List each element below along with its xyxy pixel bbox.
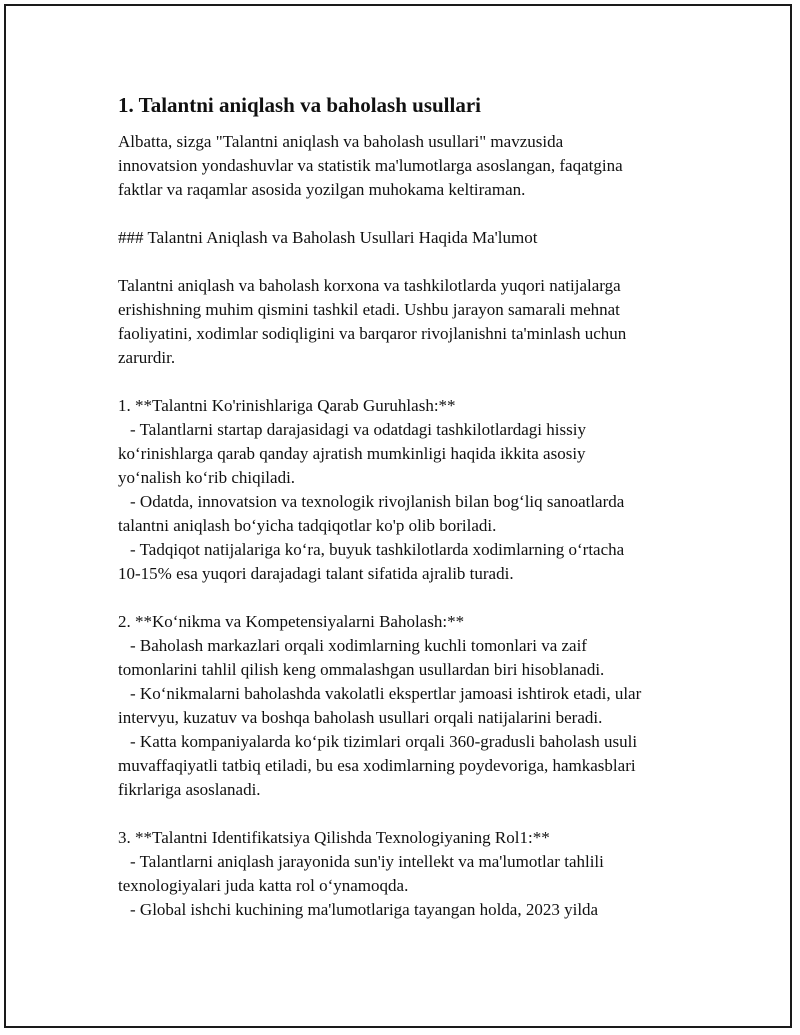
- list-item: [118, 418, 708, 490]
- bullet-text: - Ko‘nikmalarni baholashda vakolatli ekspertlar jamoasi ishtirok etadi, ular intervyu, kuzatuv va boshqa baholash usullari orqali natijalarini beradi.: [118, 684, 642, 727]
- subheading: ### Talantni Aniqlash va Baholash Usullari Haqida Ma'lumot: [118, 228, 538, 247]
- bullet-text: - Talantlarni aniqlash jarayonida sun'iy intellekt va ma'lumotlar tahlili texnologiyalari juda katta rol o‘ynamoqda.: [118, 852, 604, 895]
- list-item: [118, 538, 708, 586]
- document-body: [118, 92, 708, 946]
- bullet-text: - Talantlarni startap darajasidagi va odatdagi tashkilotlardagi hissiy ko‘rinishlarga qarab qanday ajratish mumkinligi haqida ikkita asosiy yo‘nalish ko‘rib chiqiladi.: [118, 420, 586, 487]
- list-item: [118, 730, 708, 802]
- bullet-text: - Tadqiqot natijalariga ko‘ra, buyuk tashkilotlarda xodimlarning o‘rtacha 10-15% esa yuqori darajadagi talant sifatida ajralib turadi.: [118, 540, 625, 583]
- bullet-text: - Baholash markazlari orqali xodimlarning kuchli tomonlari va zaif tomonlarini tahlil qilish keng ommalashgan usullardan biri hisoblanadi.: [118, 636, 605, 679]
- section-heading: 1. **Talantni Ko'rinishlariga Qarab Guruhlash:**: [118, 396, 456, 415]
- list-item: [118, 634, 708, 682]
- overview-paragraph: Talantni aniqlash va baholash korxona va tashkilotlarda yuqori natijalarga erishishning muhim qismini tashkil etadi. Ushbu jarayon samarali mehnat faoliyatini, xodimlar sodiqligini va barqaror rivojlanishni ta'minlash uchun zarurdir.: [118, 276, 627, 367]
- document-title: 1. Talantni aniqlash va baholash usullari: [118, 93, 481, 117]
- section-heading: 2. **Ko‘nikma va Kompetensiyalarni Baholash:**: [118, 612, 465, 631]
- section-1: [118, 394, 708, 586]
- bullet-text: - Odatda, innovatsion va texnologik rivojlanish bilan bog‘liq sanoatlarda talantni aniqlash bo‘yicha tadqiqotlar ko'p olib boriladi.: [118, 492, 625, 535]
- section-2: [118, 610, 708, 802]
- section-heading: 3. **Talantni Identifikatsiya Qilishda Texnologiyaning Rol1:**: [118, 828, 550, 847]
- bullet-text: - Katta kompaniyalarda ko‘pik tizimlari orqali 360-gradusli baholash usuli muvaffaqiyatli tatbiq etiladi, bu esa xodimlarning poydevoriga, hamkasblari fikrlariga asoslanadi.: [118, 732, 638, 799]
- bullet-text: - Global ishchi kuchining ma'lumotlariga tayangan holda, 2023 yilda: [130, 900, 599, 919]
- list-item: [118, 850, 708, 898]
- intro-paragraph: Albatta, sizga "Talantni aniqlash va baholash usullari" mavzusida innovatsion yondashuvlar va statistik ma'lumotlarga asoslangan, faqatgina faktlar va raqamlar asosida yozilgan muhokama keltiraman.: [118, 132, 623, 199]
- list-item: [118, 898, 708, 922]
- list-item: [118, 682, 708, 730]
- section-3: [118, 826, 708, 922]
- list-item: [118, 490, 708, 538]
